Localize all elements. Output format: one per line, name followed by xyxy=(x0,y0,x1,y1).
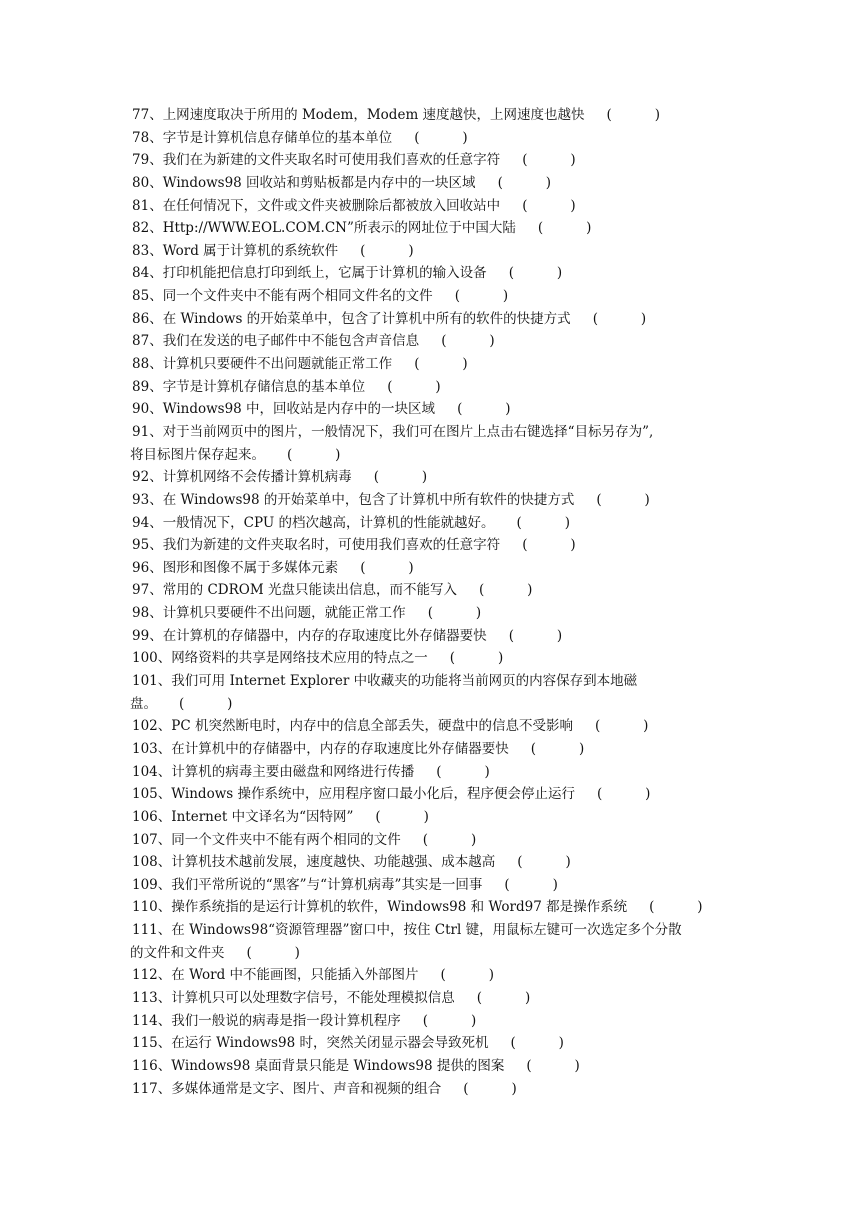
question-number: 103 xyxy=(132,740,158,757)
question-number: 87 xyxy=(132,333,150,350)
question-number: 101 xyxy=(132,673,158,690)
question-item xyxy=(132,919,752,942)
question-text: Http://WWW.EOL.COM.CN”所表示的网址位于中国大陆 xyxy=(162,220,516,237)
question-item xyxy=(132,127,752,150)
question-separator: 、 xyxy=(149,469,163,486)
question-separator: 、 xyxy=(149,514,163,531)
question-item xyxy=(132,851,752,874)
question-text: 在运行 Windows98 时，突然关闭显示器会导致死机 xyxy=(171,1035,489,1052)
question-separator: 、 xyxy=(149,107,163,123)
question-number: 112 xyxy=(132,967,158,984)
question-number: 105 xyxy=(132,786,158,803)
question-item xyxy=(132,1078,752,1101)
question-text: 多媒体通常是文字、图片、声音和视频的组合 xyxy=(171,1080,442,1097)
answer-blank[interactable]: ( ) xyxy=(375,808,429,825)
question-separator: 、 xyxy=(149,491,163,508)
question-text: 在 Word 中不能画图，只能插入外部图片 xyxy=(171,967,419,984)
question-item xyxy=(132,715,752,738)
question-separator: 、 xyxy=(157,967,172,984)
answer-blank[interactable]: ( ) xyxy=(522,537,576,554)
question-separator: 、 xyxy=(149,401,163,418)
question-text: Internet 中文译名为“因特网” xyxy=(171,808,354,825)
answer-blank[interactable]: ( ) xyxy=(504,876,558,893)
question-separator: 、 xyxy=(149,242,163,259)
answer-blank[interactable]: ( ) xyxy=(592,310,647,327)
question-text: 常用的 CDROM 光盘只能读出信息，而不能写入 xyxy=(162,582,457,599)
question-separator: 、 xyxy=(149,220,163,237)
question-item xyxy=(132,1010,752,1033)
question-number: 80 xyxy=(132,174,150,191)
answer-blank[interactable]: ( ) xyxy=(440,967,494,984)
answer-blank[interactable]: ( ) xyxy=(478,582,533,599)
question-item xyxy=(132,285,752,308)
question-number: 82 xyxy=(132,220,150,237)
question-text: 字节是计算机信息存储单位的基本单位 xyxy=(162,129,393,146)
question-item xyxy=(132,829,752,852)
question-number: 107 xyxy=(132,831,158,848)
question-separator: 、 xyxy=(157,876,172,893)
question-number: 110 xyxy=(132,899,158,916)
question-number: 85 xyxy=(132,288,150,305)
question-item xyxy=(132,240,752,263)
question-number: 99 xyxy=(132,627,150,644)
answer-blank[interactable]: ( ) xyxy=(436,763,490,780)
question-separator: 、 xyxy=(149,265,163,282)
question-continuation xyxy=(130,942,752,965)
question-item xyxy=(132,534,752,557)
question-number: 117 xyxy=(132,1080,158,1097)
question-text: 在计算机的存储器中，内存的存取速度比外存储器要快 xyxy=(162,627,487,644)
question-text: 对于当前网页中的图片，一般情况下，我们可在图片上点击右键选择“目标另存为”, xyxy=(162,423,654,440)
question-separator: 、 xyxy=(157,718,172,735)
question-item xyxy=(132,195,752,218)
question-number: 78 xyxy=(132,129,150,146)
question-number: 77 xyxy=(132,107,150,123)
question-text: 计算机只可以处理数字信号，不能处理模拟信息 xyxy=(171,989,455,1006)
question-separator: 、 xyxy=(149,559,163,576)
answer-blank[interactable]: ( ) xyxy=(596,786,651,803)
question-separator: 、 xyxy=(157,786,172,803)
answer-blank[interactable]: ( ) xyxy=(522,197,576,214)
question-text: 同一个文件夹中不能有两个相同的文件 xyxy=(171,831,401,848)
answer-blank[interactable]: ( ) xyxy=(441,333,495,350)
question-number: 93 xyxy=(132,491,150,508)
question-text: 上网速度取决于所用的 Modem，Modem 速度越快，上网速度也越快 xyxy=(162,107,585,123)
question-text: Windows 操作系统中，应用程序窗口最小化后，程序便会停止运行 xyxy=(171,786,575,803)
question-text: 在任何情况下，文件或文件夹被删除后都被放入回收站中 xyxy=(162,197,501,214)
question-text: Windows98 桌面背景只能是 Windows98 提供的图案 xyxy=(171,1057,505,1074)
answer-blank[interactable]: ( ) xyxy=(530,740,585,757)
question-text: 我们为新建的文件夹取名时，可使用我们喜欢的任意字符 xyxy=(162,537,501,554)
question-number: 81 xyxy=(132,197,150,214)
answer-blank[interactable]: ( ) xyxy=(463,1080,517,1097)
question-text: 我们一般说的病毒是指一段计算机程序 xyxy=(171,1012,401,1029)
answer-blank[interactable]: ( ) xyxy=(596,491,650,508)
question-item xyxy=(132,398,752,421)
question-separator: 、 xyxy=(157,1080,172,1097)
question-item xyxy=(132,1055,752,1078)
question-item xyxy=(132,579,752,602)
question-number: 91 xyxy=(132,423,150,440)
question-item xyxy=(132,738,752,761)
answer-blank[interactable]: ( ) xyxy=(595,718,649,735)
question-separator: 、 xyxy=(149,174,163,191)
question-item xyxy=(132,761,752,784)
answer-blank[interactable]: ( ) xyxy=(360,559,414,576)
question-separator: 、 xyxy=(157,989,172,1006)
question-item xyxy=(132,670,752,693)
question-separator: 、 xyxy=(157,899,172,916)
question-continuation xyxy=(130,444,752,467)
question-text: 我们平常所说的“黑客”与“计算机病毒”其实是一回事 xyxy=(171,876,483,893)
answer-blank[interactable]: ( ) xyxy=(373,469,428,486)
question-text: 计算机只要硬件不出问题，就能正常工作 xyxy=(162,605,406,622)
question-separator: 、 xyxy=(149,605,163,622)
question-separator: 、 xyxy=(149,627,163,644)
answer-blank[interactable]: ( ) xyxy=(508,265,563,282)
question-text: 在计算机中的存储器中，内存的存取速度比外存储器要快 xyxy=(171,740,509,757)
question-item xyxy=(132,557,752,580)
question-item xyxy=(132,330,752,353)
question-item xyxy=(132,353,752,376)
question-text: 在 Windows 的开始菜单中，包含了计算机中所有的软件的快捷方式 xyxy=(162,310,571,327)
question-text: 在 Windows98“资源管理器”窗口中，按住 Ctrl 键，用鼠标左键可一次选定多个分散 xyxy=(171,922,682,939)
question-item xyxy=(132,874,752,897)
question-item xyxy=(132,466,752,489)
question-text: 同一个文件夹中不能有两个相同文件名的文件 xyxy=(162,288,433,305)
question-item xyxy=(132,217,752,240)
question-item xyxy=(132,376,752,399)
question-number: 116 xyxy=(132,1057,158,1074)
question-separator: 、 xyxy=(157,808,172,825)
question-number: 104 xyxy=(132,763,158,780)
question-item xyxy=(132,625,752,648)
question-separator: 、 xyxy=(157,831,172,848)
question-text: 计算机技术越前发展，速度越快、功能越强、成本越高 xyxy=(171,854,496,871)
answer-blank[interactable]: ( ) xyxy=(526,1057,580,1074)
question-number: 111 xyxy=(132,922,158,939)
answer-blank[interactable]: ( ) xyxy=(427,605,482,622)
question-separator: 、 xyxy=(149,197,163,214)
question-text: Word 属于计算机的系统软件 xyxy=(162,242,339,259)
question-item xyxy=(132,1032,752,1055)
question-text: 我们可用 Internet Explorer 中收藏夹的功能将当前网页的内容保存到本地磁 xyxy=(171,673,638,690)
answer-blank[interactable]: ( ) xyxy=(476,989,531,1006)
question-separator: 、 xyxy=(157,1012,172,1029)
question-item xyxy=(132,964,752,987)
question-item xyxy=(132,172,752,195)
question-text: 图形和图像不属于多媒体元素 xyxy=(162,559,339,576)
question-number: 89 xyxy=(132,378,150,395)
question-separator: 、 xyxy=(157,740,172,757)
answer-blank[interactable]: ( ) xyxy=(414,129,468,146)
answer-blank[interactable]: ( ) xyxy=(522,152,576,169)
question-separator: 、 xyxy=(157,1035,172,1052)
question-number: 114 xyxy=(132,1012,158,1029)
question-text: 我们在发送的电子邮件中不能包含声音信息 xyxy=(162,333,420,350)
question-text: 计算机网络不会传播计算机病毒 xyxy=(162,469,352,486)
question-separator: 、 xyxy=(157,1057,172,1074)
question-item xyxy=(132,806,752,829)
answer-blank[interactable]: ( ) xyxy=(537,220,592,237)
question-separator: 、 xyxy=(149,356,163,373)
question-separator: 、 xyxy=(149,582,163,599)
question-number: 84 xyxy=(132,265,150,282)
question-separator: 、 xyxy=(157,673,172,690)
question-separator: 、 xyxy=(157,922,172,939)
question-text: 在 Windows98 的开始菜单中，包含了计算机中所有软件的快捷方式 xyxy=(162,491,575,508)
question-number: 115 xyxy=(132,1035,158,1052)
question-number: 94 xyxy=(132,514,150,531)
question-number: 92 xyxy=(132,469,150,486)
question-separator: 、 xyxy=(157,854,172,871)
question-list xyxy=(132,104,752,1100)
question-item xyxy=(132,896,752,919)
answer-blank[interactable]: ( ) xyxy=(414,356,468,373)
question-text: 字节是计算机存储信息的基本单位 xyxy=(162,378,366,395)
question-item xyxy=(132,489,752,512)
question-separator: 、 xyxy=(149,333,163,350)
answer-blank[interactable]: ( ) xyxy=(508,627,563,644)
question-number: 88 xyxy=(132,356,150,373)
question-number: 113 xyxy=(132,989,158,1006)
answer-blank[interactable]: ( ) xyxy=(606,107,660,123)
question-text: 一般情况下，CPU 的档次越高，计算机的性能就越好。 xyxy=(162,514,495,531)
question-item xyxy=(132,104,752,127)
question-separator: 、 xyxy=(149,423,163,440)
question-text: Windows98 回收站和剪贴板都是内存中的一块区域 xyxy=(162,174,476,191)
question-text-continued: 的文件和文件夹 xyxy=(130,944,225,961)
question-number: 96 xyxy=(132,559,150,576)
question-item xyxy=(132,149,752,172)
question-separator: 、 xyxy=(157,650,172,667)
answer-blank[interactable]: ( ) xyxy=(457,401,511,418)
question-item xyxy=(132,987,752,1010)
answer-blank[interactable]: ( ) xyxy=(497,174,552,191)
answer-blank[interactable]: ( ) xyxy=(517,854,571,871)
answer-blank[interactable]: ( ) xyxy=(422,1012,477,1029)
answer-blank[interactable]: ( ) xyxy=(649,899,703,916)
question-number: 95 xyxy=(132,537,150,554)
question-number: 106 xyxy=(132,808,158,825)
question-separator: 、 xyxy=(149,310,163,327)
question-item xyxy=(132,647,752,670)
question-number: 90 xyxy=(132,401,150,418)
question-number: 100 xyxy=(132,650,158,667)
question-separator: 、 xyxy=(157,763,172,780)
question-separator: 、 xyxy=(149,378,163,395)
answer-blank[interactable]: ( ) xyxy=(360,242,414,259)
question-text: 网络资料的共享是网络技术应用的特点之一 xyxy=(171,650,428,667)
question-number: 83 xyxy=(132,242,150,259)
answer-blank[interactable]: ( ) xyxy=(387,378,441,395)
question-number: 98 xyxy=(132,605,150,622)
question-item xyxy=(132,421,752,444)
question-item xyxy=(132,512,752,535)
question-item xyxy=(132,602,752,625)
question-text: PC 机突然断电时，内存中的信息全部丢失，硬盘中的信息不受影响 xyxy=(171,718,573,735)
question-text: 计算机的病毒主要由磁盘和网络进行传播 xyxy=(171,763,415,780)
question-item xyxy=(132,262,752,285)
question-text: Windows98 中，回收站是内存中的一块区域 xyxy=(162,401,436,418)
answer-blank[interactable]: ( ) xyxy=(287,446,341,463)
question-text: 计算机只要硬件不出问题就能正常工作 xyxy=(162,356,393,373)
question-separator: 、 xyxy=(149,152,163,169)
answer-blank[interactable]: ( ) xyxy=(516,514,570,531)
question-number: 109 xyxy=(132,876,158,893)
question-number: 108 xyxy=(132,854,158,871)
question-number: 79 xyxy=(132,152,150,169)
question-item xyxy=(132,783,752,806)
answer-blank[interactable]: ( ) xyxy=(454,288,509,305)
question-number: 97 xyxy=(132,582,150,599)
question-continuation xyxy=(130,693,752,716)
question-text-continued: 盘。 xyxy=(130,695,157,712)
question-text: 我们在为新建的文件夹取名时可使用我们喜欢的任意字符 xyxy=(162,152,501,169)
answer-blank[interactable]: ( ) xyxy=(246,944,300,961)
answer-blank[interactable]: ( ) xyxy=(422,831,477,848)
question-text: 打印机能把信息打印到纸上，它属于计算机的输入设备 xyxy=(162,265,487,282)
question-separator: 、 xyxy=(149,129,163,146)
question-separator: 、 xyxy=(149,537,163,554)
answer-blank[interactable]: ( ) xyxy=(179,695,233,712)
question-text-continued: 将目标图片保存起来。 xyxy=(130,446,265,463)
question-item xyxy=(132,308,752,331)
question-separator: 、 xyxy=(149,288,163,305)
answer-blank[interactable]: ( ) xyxy=(449,650,504,667)
question-text: 操作系统指的是运行计算机的软件，Windows98 和 Word97 都是操作系统 xyxy=(171,899,628,916)
question-number: 102 xyxy=(132,718,158,735)
answer-blank[interactable]: ( ) xyxy=(510,1035,564,1052)
question-number: 86 xyxy=(132,310,150,327)
